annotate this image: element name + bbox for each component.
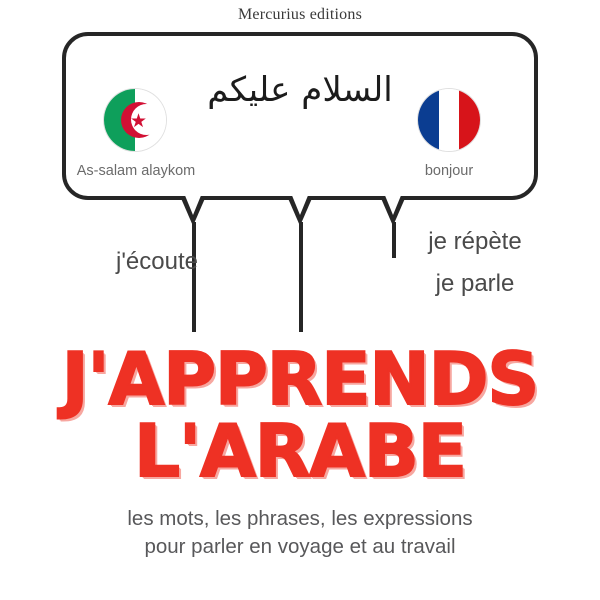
speech-bubble-tail-center-inner <box>291 193 309 215</box>
algeria-flag-star: ★ <box>130 111 148 132</box>
cover-title <box>0 337 600 493</box>
france-flag-icon <box>418 89 480 151</box>
step-repeat-label: je répète <box>428 228 522 255</box>
romanized-phrase-label: As-salam alaykom <box>76 163 196 179</box>
tail-stem-center <box>299 222 303 332</box>
subtitle-line-2: pour parler en voyage et au travail <box>144 535 456 558</box>
speech-bubble-tail-left-inner <box>184 193 202 215</box>
title-line-2: L'ARABE <box>134 409 466 493</box>
tail-stem-left <box>192 222 196 332</box>
arabic-phrase: السلام عليكم <box>207 70 393 110</box>
french-phrase-label: bonjour <box>424 163 474 179</box>
step-listen-label: j'écoute <box>116 248 198 275</box>
france-flag-blue-band <box>418 89 439 151</box>
bottom-margin <box>0 574 600 600</box>
france-flag-white-band <box>439 89 460 151</box>
algeria-flag-icon <box>104 89 166 151</box>
title-line-1: J'APPRENDS <box>61 337 539 421</box>
subtitle-line-1: les mots, les phrases, les expressions <box>127 507 473 530</box>
step-speak-label: je parle <box>435 270 515 297</box>
speech-bubble-tail-right-inner <box>384 193 402 215</box>
publisher-name: Mercurius editions <box>237 6 363 23</box>
france-flag-red-band <box>459 89 480 151</box>
cover-subtitle <box>0 505 600 561</box>
